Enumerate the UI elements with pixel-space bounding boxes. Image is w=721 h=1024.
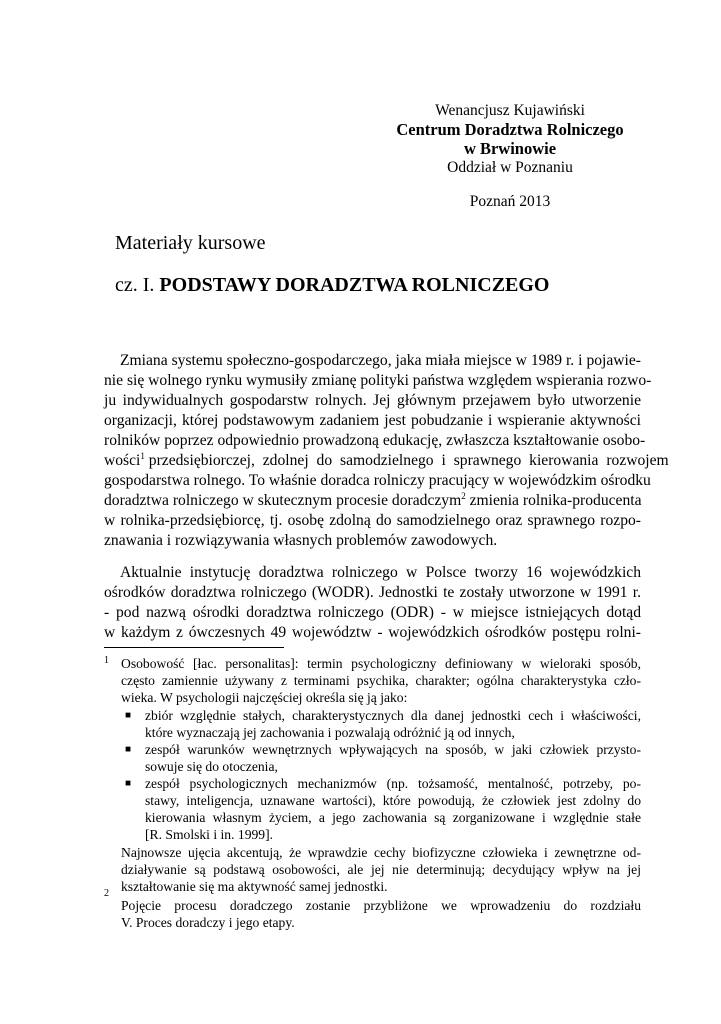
part-prefix: cz. I. xyxy=(115,274,155,296)
footnote-bullet-line: zespół psychologicznych mechanizmów (np. tożsamość, mentalność, potrzeby, po- xyxy=(145,776,641,791)
footnote-bullet-line: sowuje się do otoczenia, xyxy=(145,759,278,774)
footnote-line: Osobowość [łac. personalitas]: termin psychologiczny definiowany w wieloraki sposób, xyxy=(121,656,641,671)
body-line: znawania i rozwiązywania własnych problemów zawodowych. xyxy=(104,532,498,549)
author-name: Wenancjusz Kujawiński xyxy=(435,102,585,119)
org-name-line1: Centrum Doradztwa Rolniczego xyxy=(396,120,624,139)
footnote-bullet-line: które wyznaczają jej zachowania i pozwalają odróżnić ją od innych, xyxy=(145,725,515,740)
body-line: w każdym z ówczesnych 49 województw - wojewódzkich ośrodków postępu rolni- xyxy=(104,624,641,641)
header-block xyxy=(380,101,640,211)
body-line: gospodarstwa rolnego. To właśnie doradca rolniczy pracujący w wojewódzkim ośrodku xyxy=(104,472,651,489)
bullet-icon: ■ xyxy=(125,710,132,721)
bullet-icon: ■ xyxy=(125,744,132,755)
body-line-with-ref: wości$^1$ przedsiębiorczej, zdolnej do samodzielnego i sprawnego kierowania rozwojem xyxy=(104,450,669,469)
footnote-separator xyxy=(104,647,284,648)
body-line: Aktualnie instytucję doradztwa rolniczego w Polsce tworzy 16 wojewódzkich xyxy=(120,564,641,581)
body-line: - pod nazwą ośrodki doradztwa rolniczego (ODR) - w miejsce istniejących dotąd xyxy=(104,604,641,621)
body-line: ośrodków doradztwa rolniczego (WODR). Jednostki te zostały utworzone w 1991 r. xyxy=(104,584,641,601)
body-line: Zmiana systemu społeczno-gospodarczego, jaka miała miejsce w 1989 r. i pojawie- xyxy=(120,352,641,369)
body-line: w rolnika-przedsiębiorcę, tj. osobę zdolną do samodzielnego oraz sprawnego rozpo- xyxy=(104,512,641,529)
course-title: Materiały kursowe xyxy=(115,232,266,254)
footnote-mark-2: 2 xyxy=(104,888,109,899)
footnote-line: wieka. W psychologii najczęściej określa się ją jako: xyxy=(121,690,408,705)
footnote-mark-1: 1 xyxy=(104,655,109,666)
bullet-icon: ■ xyxy=(125,778,132,789)
body-line-with-ref: doradztwa rolniczego w skutecznym procesie doradczym$^2$ zmienia rolnika-producenta xyxy=(104,490,642,509)
footnote-bullet-line: stawy, inteligencja, uznawane wartości), które powodują, że człowiek jest zdolny do xyxy=(145,793,641,808)
body-line: organizacji, której podstawowym zadaniem jest pobudzanie i wspieranie aktywności xyxy=(104,412,641,429)
org-name-line2: w Brwinowie xyxy=(463,139,557,158)
footnote-ref-2: 2 xyxy=(461,490,466,501)
footnote-line: często zamiennie używany z terminami psychika, charakter; ogólna charakterystyka czło- xyxy=(121,673,641,688)
body-line: ju indywidualnych gospodarstw rolnych. Jej głównym przejawem było utworzenie xyxy=(104,392,641,409)
part-title xyxy=(115,274,549,297)
part-heading: PODSTAWY DORADZTWA ROLNICZEGO xyxy=(159,274,550,296)
footnote-bullet-line: zbiór względnie stałych, charakterystycznych dla danej jednostki cech i właściwości, xyxy=(145,708,641,723)
place-date: Poznań 2013 xyxy=(469,193,551,210)
footnote-ref-1: 1 xyxy=(140,450,145,461)
footnote-line: działywanie są podstawą osobowości, ale jej nie determinują; decydujący wpływ na jej xyxy=(121,862,641,877)
footnote-line: V. Proces doradczy i jego etapy. xyxy=(121,915,295,930)
footnote-line: Najnowsze ujęcia akcentują, że wprawdzie cechy biofizyczne człowieka i zewnętrzne od- xyxy=(121,845,641,860)
body-line: nie się wolnego rynku wymusiły zmianę polityki państwa względem wspierania rozwo- xyxy=(104,372,652,389)
body-line: rolników poprzez odpowiednio prowadzoną edukację, zwłaszcza kształtowanie osobo- xyxy=(104,432,646,449)
footnote-line: Pojęcie procesu doradczego zostanie przybliżone we wprowadzeniu do rozdziału xyxy=(121,898,641,913)
footnote-bullet-line: [R. Smolski i in. 1999]. xyxy=(145,827,274,842)
branch-name: Oddział w Poznaniu xyxy=(447,159,573,176)
footnote-bullet-line: zespół warunków wewnętrznych wpływających na sposób, w jaki człowiek przysto- xyxy=(145,742,641,757)
footnote-line: kształtowanie się ma aktywność samej jednostki. xyxy=(121,879,388,894)
footnote-bullet-line: kierowania własnym życiem, a jego zachowania są zorganizowane i względnie stałe xyxy=(145,810,641,825)
